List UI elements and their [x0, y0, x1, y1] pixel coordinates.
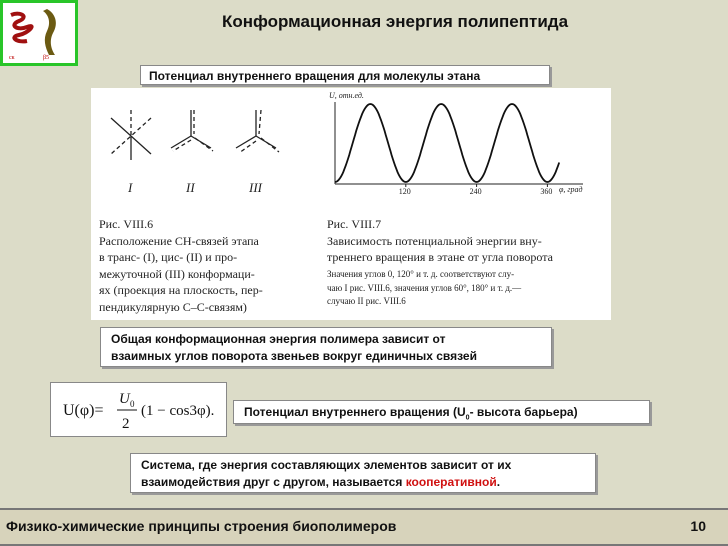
logo-caption-right: β5 — [43, 55, 50, 61]
fig6-line: межуточной (III) конформаци- — [99, 266, 255, 281]
page-number: 10 — [690, 518, 706, 534]
formula-lhs: U(φ)= — [63, 402, 104, 419]
cooperative-definition — [130, 453, 596, 493]
footer-bar — [0, 508, 728, 546]
fig7-note-line: чаю I рис. VIII.6, значения углов 60°, 180° и т. д.— — [327, 282, 522, 293]
x-tick-label: 240 — [469, 187, 482, 196]
definition-end: . — [496, 475, 501, 489]
fig6-line: пендикулярную С–С-связям) — [99, 299, 247, 314]
x-axis-label: φ, град — [559, 185, 583, 194]
fig6-line: ях (проекция на плоскость, пер- — [99, 283, 263, 297]
y-axis-label: U, отн.ед. — [329, 91, 364, 100]
rotation-potential-label — [233, 400, 650, 424]
cooperative-term: кооперативной — [405, 475, 497, 489]
formula-numerator-sub: 0 — [130, 399, 135, 409]
formula-numerator: U — [119, 391, 130, 407]
fig7-note-line: случаю II рис. VIII.6 — [327, 296, 406, 306]
polymer-energy-note — [100, 327, 552, 367]
formula-graphic — [61, 383, 226, 436]
fig7-note — [327, 268, 597, 309]
logo-caption-left: ск — [9, 55, 15, 61]
formula-rhs: (1 − cos3φ). — [141, 403, 215, 419]
fig6-caption — [99, 216, 319, 315]
fig7-note-line: Значения углов 0, 120° и т. д. соответствуют слу- — [327, 269, 515, 279]
rot-sub: 0 — [465, 414, 470, 422]
rot-text: Потенциал внутреннего вращения (U — [244, 405, 466, 419]
fig7-line: треннего вращения в этане от угла поворота — [327, 250, 553, 264]
footer-title: Физико-химические принципы строения биополимеров — [6, 518, 397, 534]
definition-line: Система, где энергия составляющих элементов зависит от их — [141, 458, 512, 472]
fig7-line: Зависимость потенциальной энергии вну- — [327, 233, 542, 248]
energy-curve — [335, 104, 559, 182]
newman-projections — [91, 88, 321, 188]
definition-line-2 — [141, 474, 585, 491]
protein-helix-icon — [3, 3, 75, 63]
fig6-line: в транс- (I), цис- (II) и про- — [99, 250, 238, 264]
projection-label-2: II — [186, 180, 195, 195]
definition-text: взаимодействия друг с другом, называется — [141, 475, 406, 489]
page-title: Конформационная энергия полипептида — [221, 12, 569, 31]
ethane-potential-label: Потенциал внутреннего вращения для молекулы этана — [140, 65, 550, 85]
fig7-label: Рис. VIII.7 — [327, 217, 382, 231]
textbook-figure — [91, 88, 611, 320]
projection-label-1: I — [128, 180, 133, 195]
potential-formula — [50, 382, 227, 437]
logo — [0, 0, 78, 66]
x-tick-label: 360 — [540, 187, 553, 196]
x-tick-label: 120 — [398, 187, 411, 196]
projection-label-3: III — [249, 180, 262, 195]
formula-denominator: 2 — [122, 416, 130, 432]
rot-text-after: - высота барьера) — [469, 405, 578, 419]
polymer-energy-line: Общая конформационная энергия полимера зависит от — [111, 332, 446, 346]
fig6-label: Рис. VIII.6 — [99, 217, 154, 231]
polymer-energy-line: взаимных углов поворота звеньев вокруг единичных связей — [111, 349, 477, 363]
fig7-caption — [327, 216, 597, 266]
rotation-potential-chart — [321, 88, 601, 198]
fig6-line: Расположение СН-связей этапа — [99, 233, 259, 248]
